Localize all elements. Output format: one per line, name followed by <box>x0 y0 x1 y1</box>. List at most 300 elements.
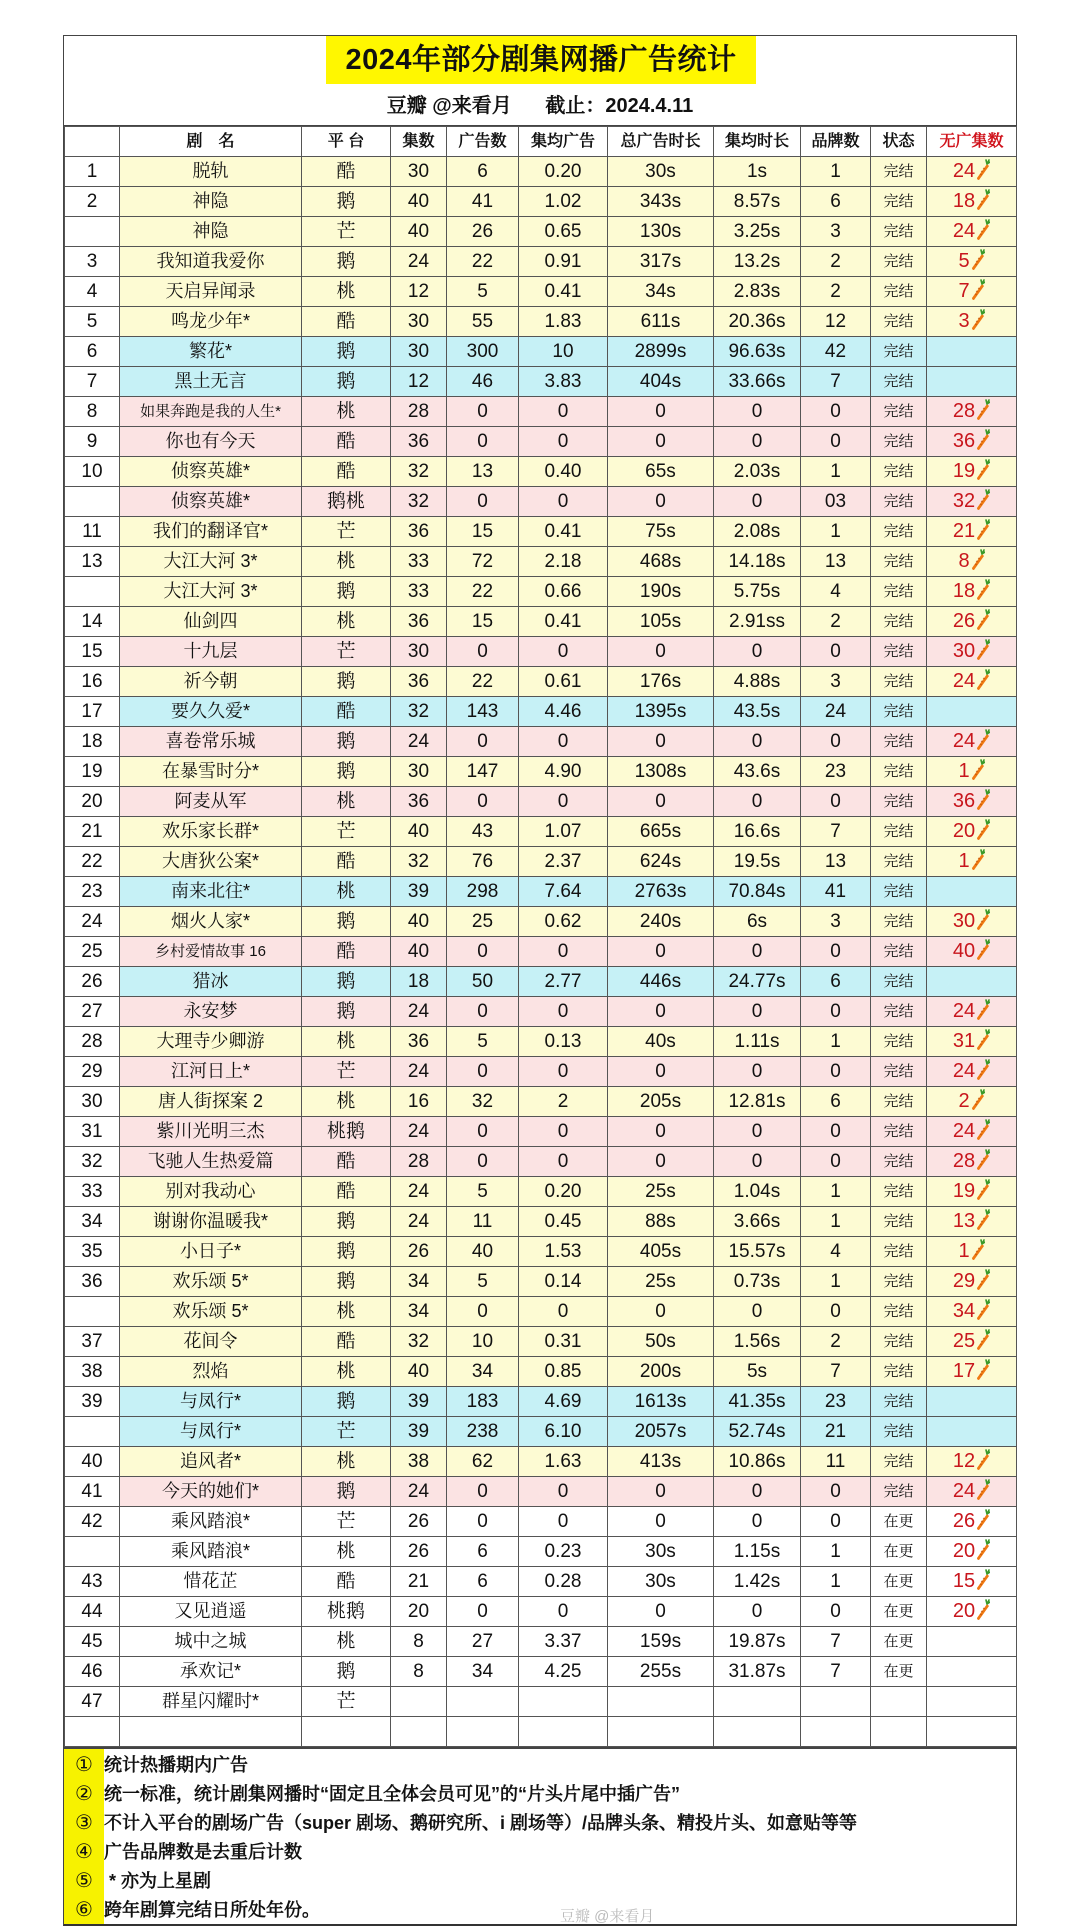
cell-index: 25 <box>65 937 120 967</box>
cell-no-ad-episodes <box>927 397 1017 427</box>
cell-avg-duration: 96.63s <box>714 337 801 367</box>
cell-status: 完结 <box>871 727 927 757</box>
cell-platform: 酷 <box>302 1327 391 1357</box>
cell-platform: 桃 <box>302 277 391 307</box>
cell-avg-ads: 7.64 <box>519 877 608 907</box>
cell-platform: 桃 <box>302 1627 391 1657</box>
cell-no-ad-episodes <box>927 337 1017 367</box>
cell-total-duration: 0 <box>608 727 714 757</box>
header-col-brands: 品牌数 <box>801 127 871 157</box>
cell-status: 完结 <box>871 157 927 187</box>
cell-avg-duration: 3.25s <box>714 217 801 247</box>
carrot-icon <box>976 519 990 541</box>
cell-platform: 酷 <box>302 697 391 727</box>
cell-name: 大江大河 3* <box>120 577 302 607</box>
cell-platform: 酷 <box>302 427 391 457</box>
cell-name: 喜卷常乐城 <box>120 727 302 757</box>
cell-avg-ads: 0 <box>519 787 608 817</box>
cell-episodes: 32 <box>391 697 447 727</box>
watermark: 豆瓣 @来看月 <box>560 1908 655 1925</box>
cell-ads: 0 <box>447 937 519 967</box>
cell-no-ad-episodes <box>927 247 1017 277</box>
cell-index: 13 <box>65 547 120 577</box>
cell-avg-ads: 0.14 <box>519 1267 608 1297</box>
cell-ads: 34 <box>447 1657 519 1687</box>
cell-avg-duration: 8.57s <box>714 187 801 217</box>
no-ad-count: 25 <box>952 1330 976 1352</box>
cell-platform: 桃 <box>302 1537 391 1567</box>
cell-episodes: 8 <box>391 1627 447 1657</box>
cell-no-ad-episodes <box>927 1147 1017 1177</box>
cell-name: 乘风踏浪* <box>120 1507 302 1537</box>
cell-avg-duration: 5s <box>714 1357 801 1387</box>
cell-avg-duration: 43.6s <box>714 757 801 787</box>
cell-brands: 0 <box>801 1597 871 1627</box>
cell-ads: 0 <box>447 1297 519 1327</box>
cell-name: 花间令 <box>120 1327 302 1357</box>
cell-total-duration: 413s <box>608 1447 714 1477</box>
cell-ads: 0 <box>447 397 519 427</box>
carrot-icon <box>976 819 990 841</box>
cell-brands: 13 <box>801 547 871 577</box>
cell-avg-ads: 0 <box>519 1147 608 1177</box>
cell-platform: 桃 <box>302 787 391 817</box>
no-ad-count: 36 <box>952 790 976 812</box>
no-ad-count: 1 <box>958 1240 970 1262</box>
cell-index: 44 <box>65 1597 120 1627</box>
header-col-platform: 平 台 <box>302 127 391 157</box>
cell-no-ad-episodes <box>927 907 1017 937</box>
cell-episodes: 21 <box>391 1567 447 1597</box>
cell-status: 完结 <box>871 1177 927 1207</box>
cell-brands: 1 <box>801 157 871 187</box>
carrot-icon <box>976 219 990 241</box>
note-item <box>64 1780 680 1809</box>
cell-avg-ads: 0.91 <box>519 247 608 277</box>
cell-name: 猎冰 <box>120 967 302 997</box>
cell-brands: 1 <box>801 1177 871 1207</box>
cell-no-ad-episodes <box>927 1447 1017 1477</box>
cell-no-ad-episodes <box>927 1297 1017 1327</box>
cell-ads: 32 <box>447 1087 519 1117</box>
cell-total-duration: 130s <box>608 217 714 247</box>
cell-platform: 酷 <box>302 1567 391 1597</box>
cell-avg-duration: 0 <box>714 1297 801 1327</box>
cell-no-ad-episodes <box>927 937 1017 967</box>
cell-avg-ads: 0 <box>519 1507 608 1537</box>
cell-status: 完结 <box>871 1057 927 1087</box>
cell-index: 46 <box>65 1657 120 1687</box>
cell-ads: 0 <box>447 1597 519 1627</box>
cell-total-duration: 317s <box>608 247 714 277</box>
cell-platform: 酷 <box>302 847 391 877</box>
note-number: ⑤ <box>75 1870 93 1892</box>
cell-ads: 0 <box>447 997 519 1027</box>
cell-platform: 芒 <box>302 217 391 247</box>
cell-platform: 芒 <box>302 1417 391 1447</box>
no-ad-count: 28 <box>952 400 976 422</box>
empty-cell <box>447 1717 519 1747</box>
cell-total-duration: 30s <box>608 1537 714 1567</box>
cell-total-duration: 190s <box>608 577 714 607</box>
cell-avg-ads: 0.62 <box>519 907 608 937</box>
cell-total-duration: 1613s <box>608 1387 714 1417</box>
cell-index: 22 <box>65 847 120 877</box>
cell-avg-ads: 0 <box>519 427 608 457</box>
note-item <box>64 1809 857 1838</box>
cell-index <box>65 1297 120 1327</box>
cell-name: 与凤行* <box>120 1417 302 1447</box>
cell-avg-ads: 1.07 <box>519 817 608 847</box>
cell-index: 10 <box>65 457 120 487</box>
cell-name: 在暴雪时分* <box>120 757 302 787</box>
cell-avg-ads: 2.37 <box>519 847 608 877</box>
cell-ads: 40 <box>447 1237 519 1267</box>
cell-brands: 3 <box>801 907 871 937</box>
no-ad-count: 15 <box>952 1570 976 1592</box>
carrot-icon <box>976 1539 990 1561</box>
no-ad-count: 26 <box>952 610 976 632</box>
cell-avg-ads: 0 <box>519 1117 608 1147</box>
cell-index: 26 <box>65 967 120 997</box>
no-ad-count: 1 <box>958 760 970 782</box>
note-item <box>64 1896 320 1925</box>
cell-status: 完结 <box>871 1387 927 1417</box>
cell-platform: 鹅 <box>302 727 391 757</box>
cell-name: 谢谢你温暖我* <box>120 1207 302 1237</box>
cell-avg-duration: 1.04s <box>714 1177 801 1207</box>
table-row <box>65 907 1017 937</box>
cell-avg-duration: 0 <box>714 1507 801 1537</box>
cell-total-duration: 30s <box>608 157 714 187</box>
cell-avg-ads: 1.83 <box>519 307 608 337</box>
cell-status: 完结 <box>871 667 927 697</box>
cell-status: 完结 <box>871 847 927 877</box>
cell-status: 完结 <box>871 997 927 1027</box>
cell-episodes: 30 <box>391 157 447 187</box>
cell-no-ad-episodes <box>927 547 1017 577</box>
cell-name: 群星闪耀时* <box>120 1687 302 1717</box>
cell-episodes: 36 <box>391 607 447 637</box>
carrot-icon <box>976 1359 990 1381</box>
no-ad-count: 21 <box>952 520 976 542</box>
empty-cell <box>801 1717 871 1747</box>
carrot-icon <box>976 189 990 211</box>
cell-platform: 酷 <box>302 1147 391 1177</box>
cell-ads: 5 <box>447 1177 519 1207</box>
cell-avg-duration: 2.83s <box>714 277 801 307</box>
cell-avg-ads: 0.41 <box>519 277 608 307</box>
cell-avg-ads: 0.23 <box>519 1537 608 1567</box>
table-row <box>65 967 1017 997</box>
table-row <box>65 1357 1017 1387</box>
cell-ads: 27 <box>447 1627 519 1657</box>
cell-status: 完结 <box>871 1117 927 1147</box>
cell-ads: 15 <box>447 607 519 637</box>
carrot-icon <box>976 1479 990 1501</box>
cell-avg-ads: 4.90 <box>519 757 608 787</box>
cell-avg-duration: 0 <box>714 997 801 1027</box>
cell-status: 完结 <box>871 1417 927 1447</box>
carrot-icon <box>971 309 985 331</box>
cell-platform: 鹅 <box>302 907 391 937</box>
header-col-avg-duration: 集均时长 <box>714 127 801 157</box>
carrot-icon <box>971 1239 985 1261</box>
cell-total-duration: 0 <box>608 397 714 427</box>
cell-no-ad-episodes <box>927 1657 1017 1687</box>
note-text: * 亦为上星剧 <box>104 1871 212 1891</box>
cell-status: 完结 <box>871 1147 927 1177</box>
cell-avg-ads: 0 <box>519 637 608 667</box>
cell-avg-ads: 3.83 <box>519 367 608 397</box>
cell-total-duration: 200s <box>608 1357 714 1387</box>
cell-ads: 50 <box>447 967 519 997</box>
cell-status: 完结 <box>871 517 927 547</box>
table-row <box>65 1177 1017 1207</box>
cell-name: 仙剑四 <box>120 607 302 637</box>
cell-name: 祈今朝 <box>120 667 302 697</box>
cell-ads: 298 <box>447 877 519 907</box>
empty-cell <box>391 1717 447 1747</box>
cell-brands: 7 <box>801 1627 871 1657</box>
cell-no-ad-episodes <box>927 1267 1017 1297</box>
cell-avg-ads: 0.85 <box>519 1357 608 1387</box>
table-row <box>65 1507 1017 1537</box>
cell-status: 在更 <box>871 1657 927 1687</box>
cell-ads: 0 <box>447 787 519 817</box>
cell-total-duration: 25s <box>608 1177 714 1207</box>
table-row <box>65 1387 1017 1417</box>
table-row <box>65 727 1017 757</box>
table-row <box>65 487 1017 517</box>
header-col-status: 状态 <box>871 127 927 157</box>
cell-platform: 鹅 <box>302 997 391 1027</box>
table-row <box>65 1627 1017 1657</box>
cell-ads: 0 <box>447 637 519 667</box>
carrot-icon <box>976 1119 990 1141</box>
cell-total-duration: 1395s <box>608 697 714 727</box>
table-row <box>65 1027 1017 1057</box>
no-ad-count: 24 <box>952 670 976 692</box>
cell-ads: 6 <box>447 1567 519 1597</box>
cell-no-ad-episodes <box>927 1507 1017 1537</box>
cell-index: 19 <box>65 757 120 787</box>
cell-platform: 鹅 <box>302 1387 391 1417</box>
cell-avg-duration: 3.66s <box>714 1207 801 1237</box>
no-ad-count: 24 <box>952 730 976 752</box>
cell-avg-ads: 0.61 <box>519 667 608 697</box>
cell-avg-duration: 2.08s <box>714 517 801 547</box>
cell-total-duration: 2763s <box>608 877 714 907</box>
cell-episodes: 12 <box>391 277 447 307</box>
no-ad-count: 32 <box>952 490 976 512</box>
cell-no-ad-episodes <box>927 1327 1017 1357</box>
cell-avg-ads: 3.37 <box>519 1627 608 1657</box>
cell-episodes: 16 <box>391 1087 447 1117</box>
author-label: 豆瓣 @来看月 <box>386 95 512 117</box>
notes-section <box>64 1747 1016 1924</box>
cell-avg-ads: 0.20 <box>519 157 608 187</box>
note-number: ④ <box>75 1841 93 1863</box>
cell-episodes: 33 <box>391 547 447 577</box>
cell-avg-ads: 0 <box>519 1597 608 1627</box>
cell-platform: 桃 <box>302 607 391 637</box>
carrot-icon <box>976 579 990 601</box>
cell-avg-duration: 0 <box>714 787 801 817</box>
cell-avg-ads: 2.77 <box>519 967 608 997</box>
table-row <box>65 367 1017 397</box>
table-row <box>65 397 1017 427</box>
cell-brands: 0 <box>801 787 871 817</box>
cell-episodes: 24 <box>391 1057 447 1087</box>
cell-name: 繁花* <box>120 337 302 367</box>
cell-status: 在更 <box>871 1537 927 1567</box>
cell-ads: 183 <box>447 1387 519 1417</box>
cell-status: 完结 <box>871 547 927 577</box>
cell-platform: 桃 <box>302 1027 391 1057</box>
cell-name: 南来北往* <box>120 877 302 907</box>
cell-ads: 76 <box>447 847 519 877</box>
cell-avg-ads: 0.65 <box>519 217 608 247</box>
table-row <box>65 1417 1017 1447</box>
cell-brands: 41 <box>801 877 871 907</box>
cell-index: 30 <box>65 1087 120 1117</box>
cell-ads: 0 <box>447 1477 519 1507</box>
cell-avg-duration: 1.11s <box>714 1027 801 1057</box>
carrot-icon <box>976 1179 990 1201</box>
cell-platform: 鹅 <box>302 577 391 607</box>
cell-avg-duration: 0.73s <box>714 1267 801 1297</box>
cell-avg-duration: 0 <box>714 637 801 667</box>
cell-platform: 鹅 <box>302 1657 391 1687</box>
empty-row <box>65 1717 1017 1747</box>
cell-ads: 55 <box>447 307 519 337</box>
cell-brands: 6 <box>801 1087 871 1117</box>
cell-episodes: 24 <box>391 247 447 277</box>
cell-platform: 鹅 <box>302 967 391 997</box>
cell-index: 21 <box>65 817 120 847</box>
cell-no-ad-episodes <box>927 967 1017 997</box>
cell-avg-ads: 0.31 <box>519 1327 608 1357</box>
cell-avg-duration: 2.91ss <box>714 607 801 637</box>
cell-total-duration: 88s <box>608 1207 714 1237</box>
cell-brands: 1 <box>801 1207 871 1237</box>
cell-status: 完结 <box>871 937 927 967</box>
cell-brands: 3 <box>801 217 871 247</box>
cell-avg-duration: 0 <box>714 937 801 967</box>
cell-total-duration: 343s <box>608 187 714 217</box>
carrot-icon <box>976 429 990 451</box>
carrot-icon <box>976 1569 990 1591</box>
cell-platform: 鹅 <box>302 667 391 697</box>
note-text: 跨年剧算完结日所处年份。 <box>104 1900 320 1920</box>
no-ad-count: 19 <box>952 1180 976 1202</box>
no-ad-count: 12 <box>952 1450 976 1472</box>
cell-avg-duration: 16.6s <box>714 817 801 847</box>
cell-avg-duration: 6s <box>714 907 801 937</box>
ad-statistics-sheet <box>63 35 1017 1926</box>
table-row <box>65 847 1017 877</box>
carrot-icon <box>976 1149 990 1171</box>
cell-status: 完结 <box>871 1327 927 1357</box>
cell-brands: 1 <box>801 1267 871 1297</box>
cell-avg-duration: 41.35s <box>714 1387 801 1417</box>
cell-episodes: 12 <box>391 367 447 397</box>
no-ad-count: 24 <box>952 160 976 182</box>
cell-ads: 43 <box>447 817 519 847</box>
table-row <box>65 1657 1017 1687</box>
cell-avg-ads: 0.13 <box>519 1027 608 1057</box>
no-ad-count: 30 <box>952 910 976 932</box>
cell-brands: 4 <box>801 577 871 607</box>
cell-no-ad-episodes <box>927 1387 1017 1417</box>
cell-no-ad-episodes <box>927 787 1017 817</box>
cell-platform: 桃鹅 <box>302 1597 391 1627</box>
table-header-row <box>65 127 1017 157</box>
cell-index: 1 <box>65 157 120 187</box>
cell-total-duration: 404s <box>608 367 714 397</box>
cell-episodes: 36 <box>391 1027 447 1057</box>
cell-no-ad-episodes <box>927 487 1017 517</box>
cell-status: 完结 <box>871 637 927 667</box>
cell-name: 今天的她们* <box>120 1477 302 1507</box>
no-ad-count: 24 <box>952 1480 976 1502</box>
cell-total-duration: 0 <box>608 997 714 1027</box>
cell-avg-ads: 1.53 <box>519 1237 608 1267</box>
table-row <box>65 247 1017 277</box>
cell-index: 38 <box>65 1357 120 1387</box>
carrot-icon <box>976 1209 990 1231</box>
cell-name: 乡村爱情故事 16 <box>120 937 302 967</box>
carrot-icon <box>976 1299 990 1321</box>
cell-ads: 5 <box>447 277 519 307</box>
cell-brands: 13 <box>801 847 871 877</box>
cell-ads: 0 <box>447 1117 519 1147</box>
cell-no-ad-episodes <box>927 1087 1017 1117</box>
cell-avg-duration: 33.66s <box>714 367 801 397</box>
cell-no-ad-episodes <box>927 757 1017 787</box>
cell-index: 14 <box>65 607 120 637</box>
no-ad-count: 34 <box>952 1300 976 1322</box>
cell-name: 唐人街探案 2 <box>120 1087 302 1117</box>
cell-avg-duration: 24.77s <box>714 967 801 997</box>
cell-platform: 鹅桃 <box>302 487 391 517</box>
cell-episodes: 33 <box>391 577 447 607</box>
cell-episodes: 38 <box>391 1447 447 1477</box>
note-item <box>64 1867 211 1896</box>
cell-index: 27 <box>65 997 120 1027</box>
cell-brands: 3 <box>801 667 871 697</box>
cell-brands: 42 <box>801 337 871 367</box>
note-number: ① <box>75 1754 93 1776</box>
cell-index: 3 <box>65 247 120 277</box>
cell-total-duration: 1308s <box>608 757 714 787</box>
cell-platform: 桃 <box>302 547 391 577</box>
cell-index: 18 <box>65 727 120 757</box>
ad-stats-table <box>64 126 1017 1747</box>
cell-avg-ads: 0.45 <box>519 1207 608 1237</box>
cell-episodes <box>391 1687 447 1717</box>
cell-episodes: 24 <box>391 1177 447 1207</box>
cell-avg-ads: 0 <box>519 1477 608 1507</box>
cell-avg-ads: 0 <box>519 1057 608 1087</box>
cell-avg-ads: 0 <box>519 487 608 517</box>
no-ad-count: 30 <box>952 640 976 662</box>
cell-total-duration: 468s <box>608 547 714 577</box>
cell-platform: 桃 <box>302 1087 391 1117</box>
cell-total-duration: 75s <box>608 517 714 547</box>
cell-platform: 鹅 <box>302 1477 391 1507</box>
